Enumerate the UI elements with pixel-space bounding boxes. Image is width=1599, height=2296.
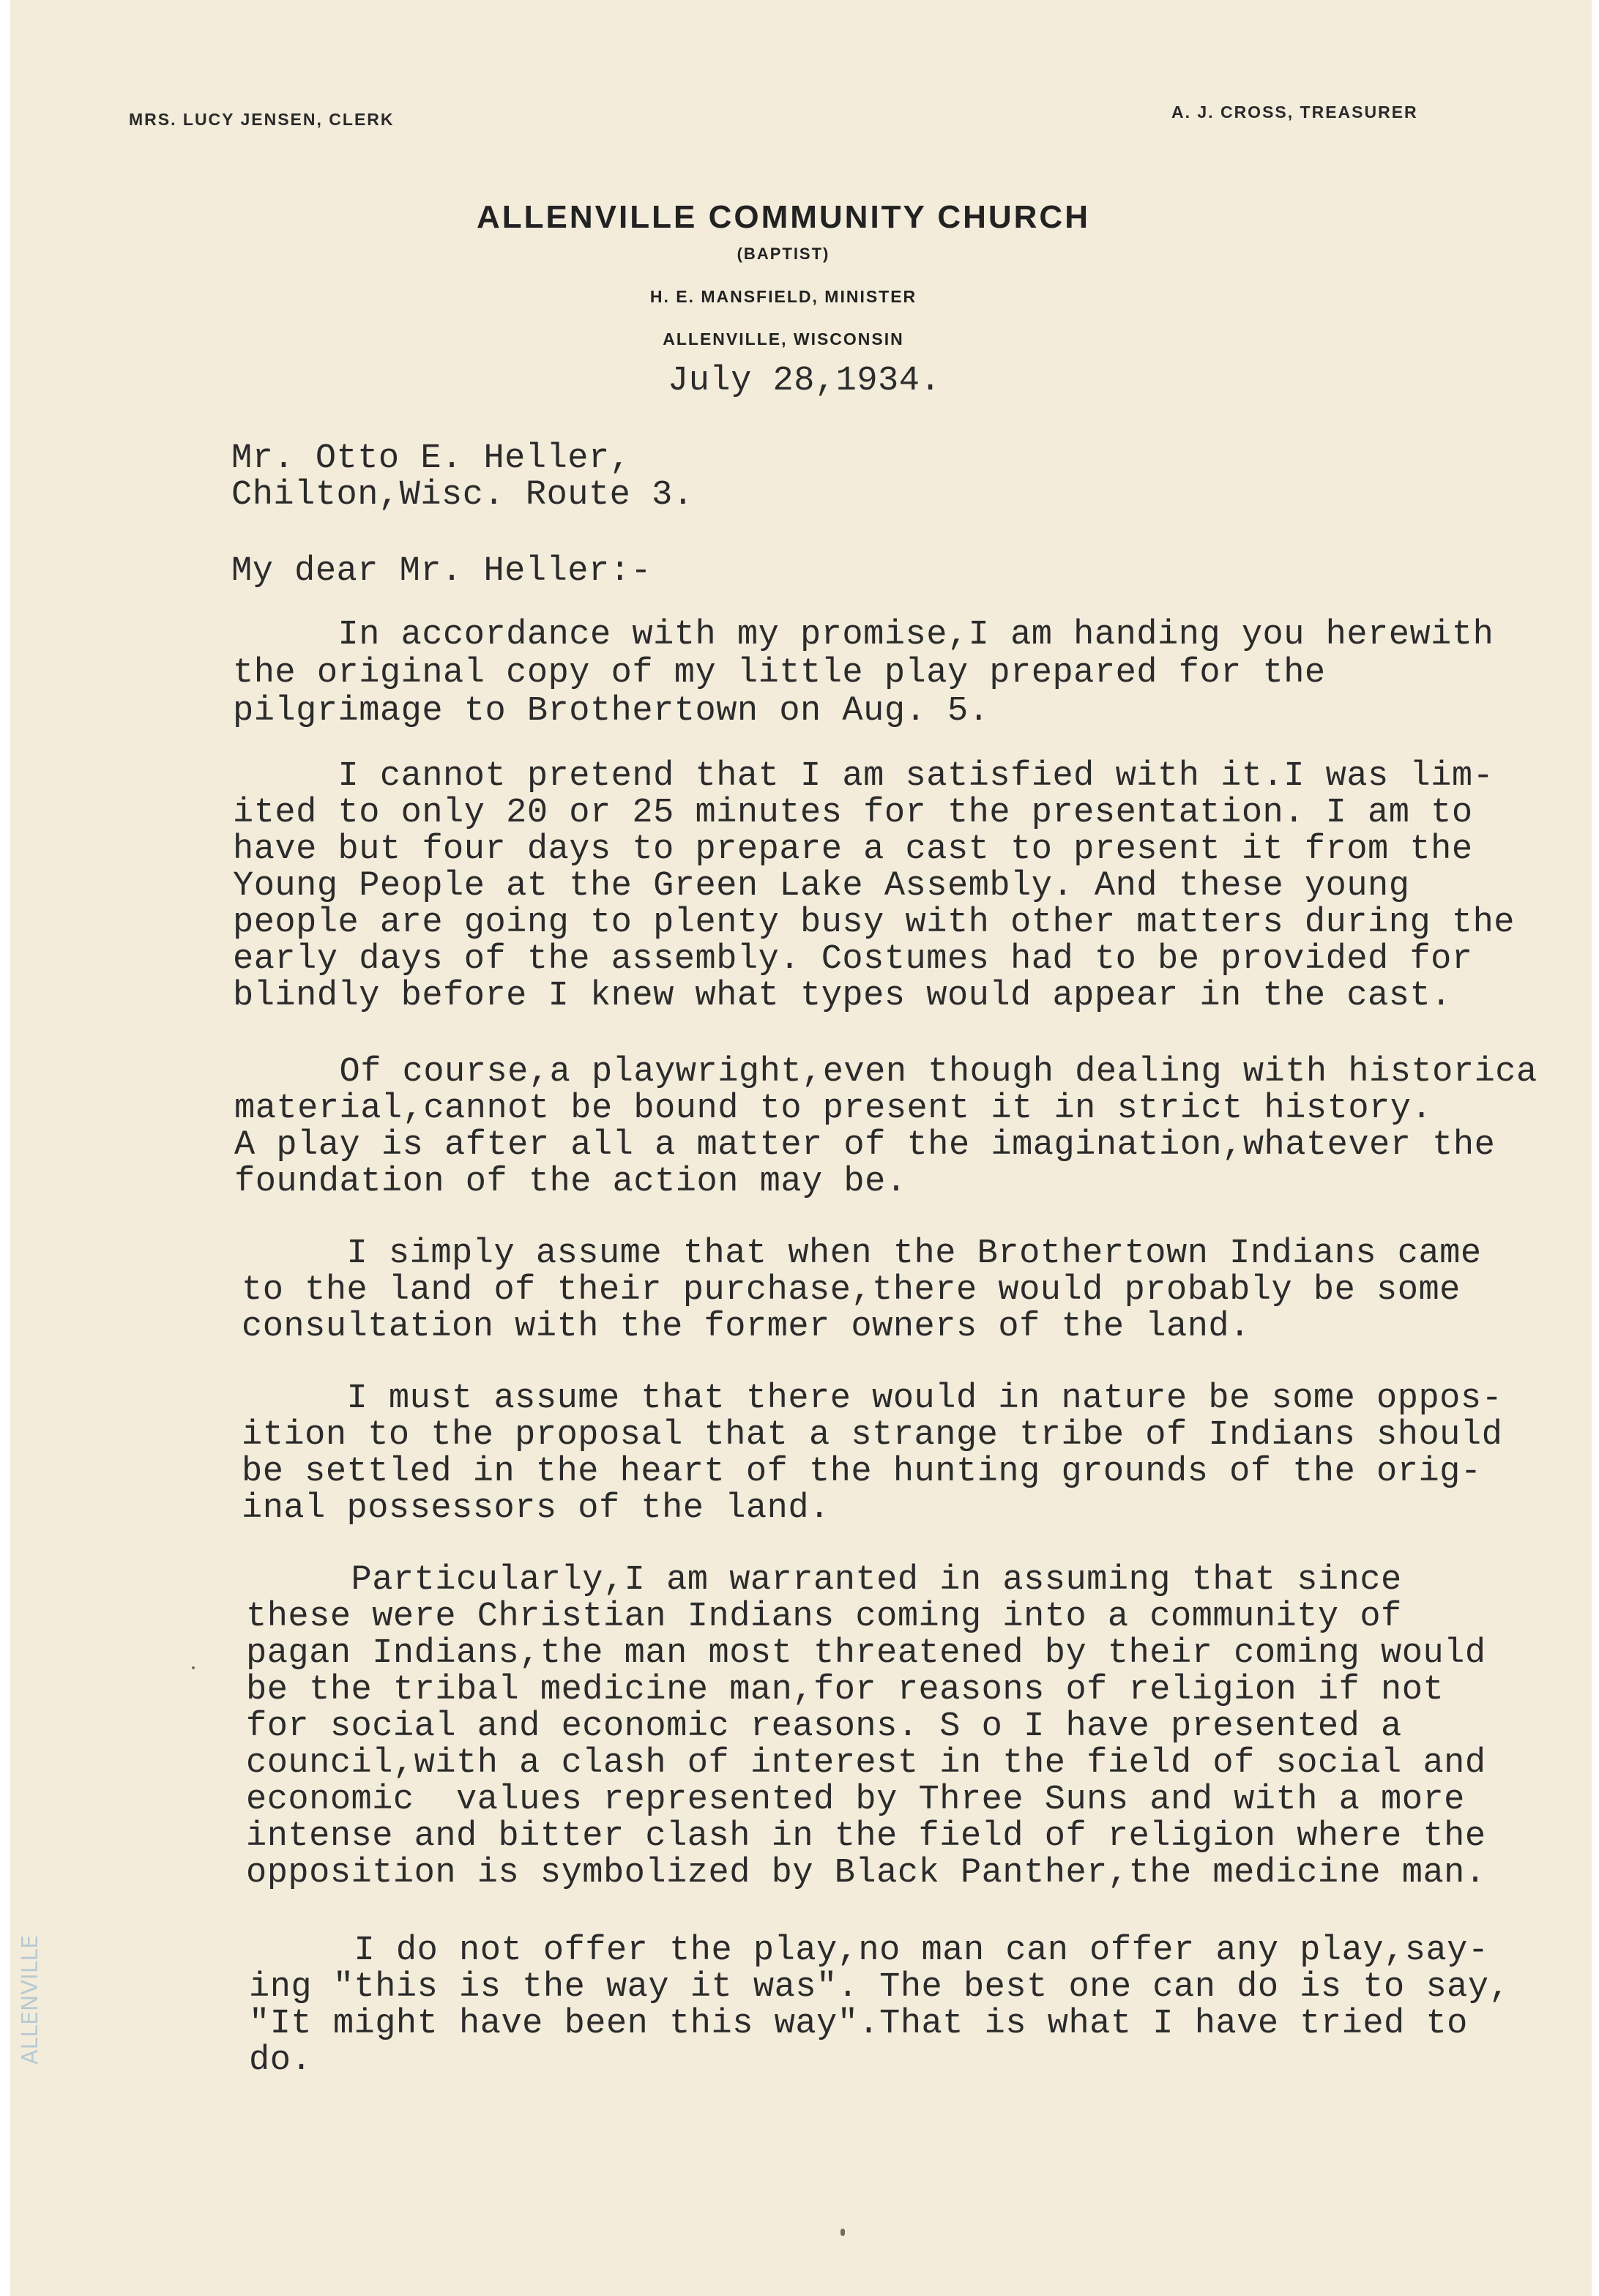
salutation: My dear Mr. Heller:- bbox=[231, 552, 652, 591]
scan-border-right bbox=[1592, 0, 1599, 2296]
paper-speck bbox=[192, 1666, 195, 1669]
minister-name: H. E. MANSFIELD, MINISTER bbox=[649, 287, 917, 306]
paper-speck bbox=[840, 2229, 845, 2236]
body-paragraph: I simply assume that when the Brothertown Indians came to the land of their purchase,there would probably be some consultation with the former owners of the land. bbox=[242, 1234, 1482, 1346]
pencil-margin-note: ALLENVILLE bbox=[18, 1934, 43, 2065]
church-name: ALLENVILLE COMMUNITY CHURCH bbox=[477, 199, 1090, 235]
letterhead-clerk: MRS. LUCY JENSEN, CLERK bbox=[129, 110, 395, 129]
body-paragraph: Of course,a playwright,even though dealing with historica material,cannot be bound to present it in strict history. A play is after all a matter of the imagination,whatever the foundation of the action may be. bbox=[234, 1053, 1538, 1201]
body-paragraph: I do not offer the play,no man can offer any play,say- ing "this is the way it was". The best one can do is to say, "It might have been this way".That is what I have tried to do. bbox=[249, 1931, 1510, 2080]
denomination: (BAPTIST) bbox=[737, 245, 830, 263]
body-paragraph: In accordance with my promise,I am handing you herewith the original copy of my little play prepared for the pilgrimage to Brothertown on Aug. 5. bbox=[233, 616, 1494, 731]
letterhead-treasurer: A. J. CROSS, TREASURER bbox=[1171, 102, 1418, 122]
body-paragraph: I cannot pretend that I am satisfied with it.I was lim- ited to only 20 or 25 minutes for the presentation. I am to have but four days to prepare a cast to present it from the Young People at the Green Lake Assembly. And these young people are going to plenty busy with other matters during the early days of the assembly. Costumes had to be provided for blindly before I knew what types would appear in the cast. bbox=[233, 757, 1515, 1015]
recipient-address: Mr. Otto E. Heller, Chilton,Wisc. Route 3. bbox=[231, 439, 694, 515]
church-location: ALLENVILLE, WISCONSIN bbox=[663, 329, 904, 348]
body-paragraph: I must assume that there would in nature be some oppos- ition to the proposal that a strange tribe of Indians should be settled in the heart of the hunting grounds of the orig- inal possessors of the land. bbox=[242, 1379, 1503, 1528]
letter-date: July 28,1934. bbox=[668, 362, 942, 400]
body-paragraph: Particularly,I am warranted in assuming that since these were Christian Indians coming into a community of pagan Indians,the man most threatened by their coming would be the tribal medicine man,for reasons of religion if not for social and economic reasons. S o I have presented a council,with a clash of interest in the field of social and economic values represented by Three Suns and with a more intense and bitter clash in the field of religion where the opposition is symbolized by Black Panther,the medicine man. bbox=[246, 1561, 1486, 1893]
